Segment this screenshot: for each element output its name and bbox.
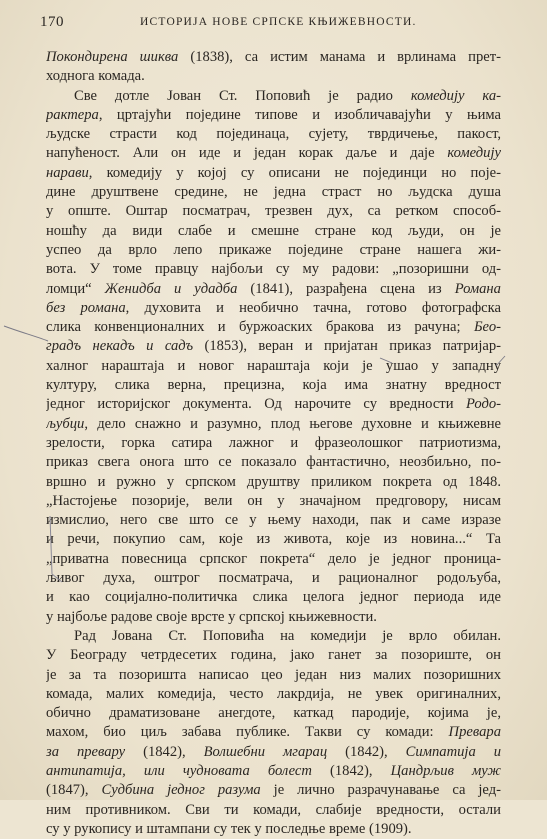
text-line — [46, 202, 501, 221]
text-span: , комедију у којој су описани не појединци но поје- — [88, 164, 501, 181]
italic-title-span: Родо- — [465, 396, 501, 413]
text-line — [46, 762, 501, 781]
text-span: Рад Јована Ст. Поповића на комедији је врло обилан. — [74, 627, 501, 644]
text-span: „приватна повесница српског покрета“ дело је једног проница- — [46, 550, 501, 567]
italic-title-span: Симпатија и — [405, 743, 501, 760]
text-line — [46, 106, 501, 125]
text-line — [46, 164, 501, 183]
text-span: ломци“ — [46, 280, 105, 297]
text-line — [46, 820, 501, 839]
italic-title-span: рактера — [46, 106, 99, 123]
text-span: успео да врло лепо прикаже поједине стране нашега жи- — [46, 241, 501, 258]
text-span: (1842), — [311, 762, 391, 779]
italic-title-span: градъ некадъ и садъ — [46, 338, 194, 355]
text-span: ходнога комада. — [46, 68, 145, 85]
italic-title-span: Покондирена — [46, 49, 140, 65]
italic-title-span: Судбина једног разума — [101, 782, 261, 799]
text-line — [46, 395, 501, 414]
page-number: 170 — [40, 14, 64, 30]
text-span: вршно и ружно у српском друштву приликом покрета од 1848. — [46, 473, 501, 490]
text-line — [46, 48, 501, 67]
text-span: (1841), разрађена сцена из — [237, 280, 455, 297]
text-line — [46, 67, 501, 86]
text-span: махом, био циљ забава публике. Такви су комади: — [46, 724, 449, 741]
text-span: (1842), — [125, 743, 204, 760]
text-line — [46, 357, 501, 376]
page-header — [40, 14, 500, 36]
text-span: (1853), веран и пријатан приказ патријар- — [193, 338, 501, 355]
text-line — [46, 511, 501, 530]
text-line — [46, 743, 501, 762]
italic-title-span: Романа — [454, 280, 501, 297]
italic-title-span: без романа — [46, 299, 126, 316]
text-line — [46, 530, 501, 549]
text-line — [46, 627, 501, 646]
text-line — [46, 666, 501, 685]
italic-title-span: шиква — [139, 49, 179, 65]
italic-title-span: Превара — [448, 724, 501, 741]
text-span: халног нараштаја и новог нараштаја који је ушао у западну — [46, 357, 501, 374]
text-line — [46, 280, 501, 299]
text-span: вота. У томе правцу најбољи су му радови: „позоришни од- — [46, 261, 501, 278]
text-line — [46, 87, 501, 106]
text-span: зрелости, горка сатира лажног и фразеолошког патриотизма, — [46, 434, 501, 451]
text-line — [46, 318, 501, 337]
text-span: једног историјског документа. Од нарочите су вредности — [46, 396, 466, 413]
text-span: „Настојење позорије, вели он у значајном предговору, нисам — [46, 492, 501, 509]
text-span: су у рукопису и штампани су тек у последње време (1909). — [46, 820, 412, 837]
text-line — [46, 473, 501, 492]
text-span: , цртајући поједине типове и изобличавајући у њима — [98, 106, 501, 123]
italic-title-span: комедију — [447, 145, 501, 162]
text-span: измислио, него све што се у њему находи, пак и саме изразе — [46, 512, 501, 529]
italic-title-span: љубци — [46, 415, 85, 432]
text-span: ношћу да види слабе и смешне стране код људи, он је — [46, 222, 501, 239]
text-span: обично драматизоване анегдоте, каткад пародије, којима је, — [46, 705, 501, 722]
text-line — [46, 608, 501, 627]
text-span: у опште. Оштар посматрач, трезвен дух, са ретком способ- — [46, 203, 501, 220]
running-title: ИСТОРИЈА НОВЕ СРПСКЕ КЊИЖЕВНОСТИ. — [140, 16, 417, 28]
text-span: (1838), са истим манама и врлинама прет- — [178, 49, 501, 65]
text-line — [46, 569, 501, 588]
text-span: комада, малих комедија, често лакрдија, не увек оригиналних, — [46, 685, 501, 702]
text-line — [46, 685, 501, 704]
text-line — [46, 183, 501, 202]
text-line — [46, 801, 501, 820]
text-line — [46, 434, 501, 453]
body-text — [46, 48, 501, 839]
text-span: је лично разрачунавање са јед- — [260, 782, 501, 799]
text-span: напућеност. Али он иде и један корак даље и даје — [46, 145, 448, 162]
text-line — [46, 588, 501, 607]
text-line — [46, 222, 501, 241]
italic-title-span: Женидба и удадба — [104, 280, 238, 297]
text-line — [46, 781, 501, 800]
text-line — [46, 260, 501, 279]
italic-title-span: Волшебни мгарац — [203, 743, 328, 760]
text-span: слика конвенционалних и буржоаских бракова из рачуна; — [46, 319, 474, 336]
italic-title-span: нарави — [46, 164, 89, 181]
text-span: је за та позоришта написао цео један низ малих позоришних — [46, 666, 501, 683]
text-line — [46, 723, 501, 742]
italic-title-span: комедију ка- — [410, 87, 501, 104]
text-span: ним противником. Сви ти комади, слабије вредности, остали — [46, 801, 501, 818]
text-span: Све дотле Јован Ст. Поповић је радио — [74, 87, 411, 104]
text-span: људске страсти код појединаца, сујету, тврдичење, пакост, — [46, 126, 501, 143]
text-span: и као социјално-политичка слика целога једног периода иде — [46, 589, 501, 606]
text-line — [46, 492, 501, 511]
text-line — [46, 125, 501, 144]
text-span: дине друштвене средине, не једна страст но људска душа — [46, 184, 501, 201]
text-line — [46, 646, 501, 665]
text-line — [46, 704, 501, 723]
text-line — [46, 144, 501, 163]
text-line — [46, 337, 501, 356]
text-line — [46, 376, 501, 395]
italic-title-span: за превару — [46, 743, 126, 760]
text-span: , дело снажно и разумно, плод његове духовне и књижевне — [84, 415, 501, 432]
text-line — [46, 241, 501, 260]
italic-title-span: Бео- — [473, 319, 501, 336]
text-line — [46, 550, 501, 569]
text-span: у најбоље радове своје врсте у српској књижевности. — [46, 608, 377, 625]
text-line — [46, 453, 501, 472]
italic-title-span: антипатија, или чудновата болест — [46, 762, 312, 779]
text-span: У Београду четрдесетих година, јако ганет за позориште, он — [46, 647, 501, 664]
text-span: , духовита и необично тачна, готово фотографска — [125, 299, 501, 316]
text-line — [46, 299, 501, 318]
text-span: (1847), — [46, 782, 102, 799]
text-line — [46, 415, 501, 434]
italic-title-span: Цандрљив муж — [390, 762, 501, 779]
text-span: културу, слика верна, прецизна, која има знатну вредност — [46, 377, 501, 394]
text-span: (1842), — [327, 743, 406, 760]
text-span: приказ свега онога што се показало фантастично, неозбиљно, по- — [46, 454, 501, 471]
text-span: и речи, покупио сам, које из живота, које из новина...“ Та — [46, 531, 501, 548]
text-span: љивог духа, оштрог посматрача, и рационалног родољуба, — [46, 570, 501, 587]
